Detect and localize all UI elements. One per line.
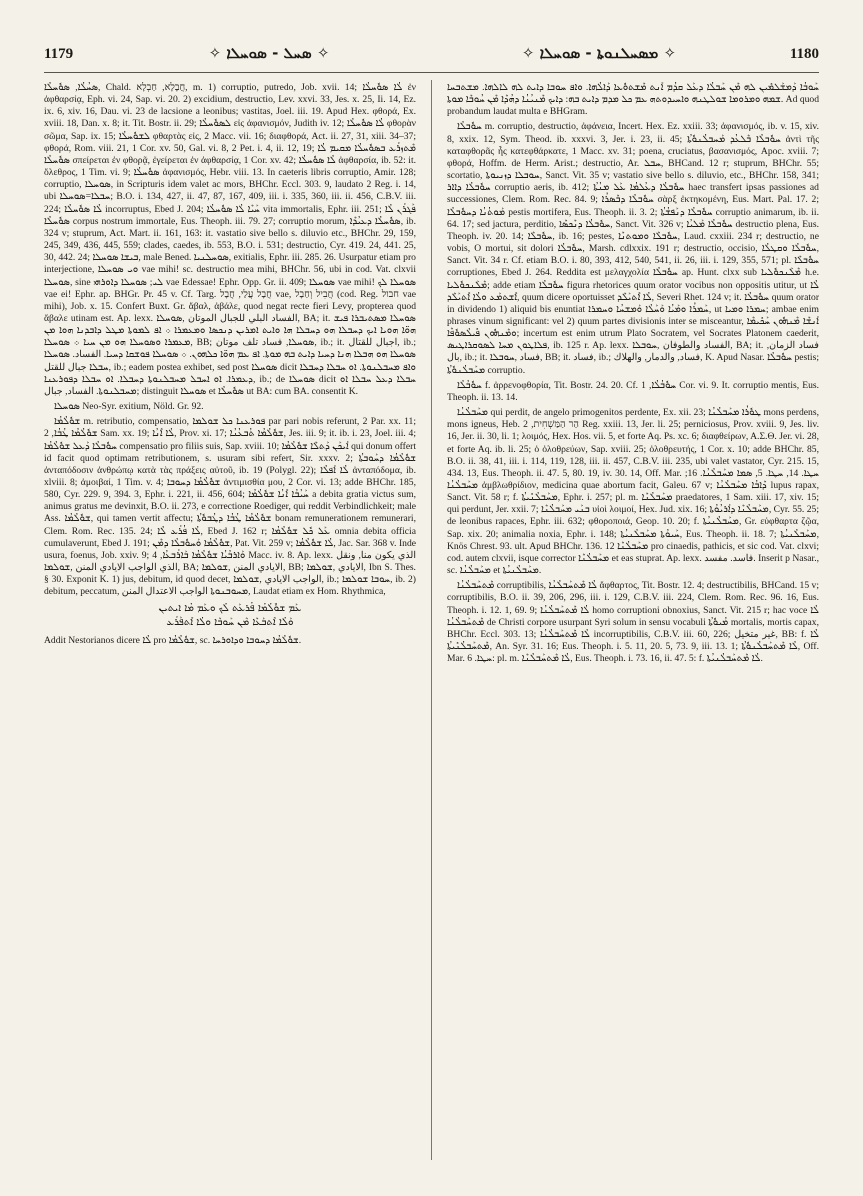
header-rule: [44, 72, 819, 73]
right-page-number: 1180: [789, 46, 819, 62]
left-column: [44, 82, 416, 1160]
entry-continuation: ܚܰܘܒܳܐ ܕܰܡܫܰܠܡܺܝܢ ܠܗ ܡܶܢ ܚܰܒܠܳܐ ܕܥܰܠ ܩܕܳܡ ܐܰܢܬ ܡܶܫܬܘܽܥܐ ܕܰܐܠܳܗܐ. ܘܐܦ ܚܘܒܐ ܕܐܝܬ ܠܗ ܠܐܠܗܐ. ܡܫܬܒܚܐ ܫܡܗ ܘܡܪܘܡܐ ܫܘܠܛܢܗ ܘܐܚܝܕܘܬܗ ܥܡ ܟܠ ܡܕܡ ܕܐܝܬ ܒܗ: ܕܐܝܟ ܡܶܢܝܳܢܳܐ ܕܗܳܕܶܐ ܡܶܢ ܚܳܘܒܶܐ ܡܘܬܐ. Ad quod probandum laudat multa e BHGram.: [447, 82, 819, 118]
poem-line: ܥܰܡ ܫܘܽܠܳܡܳܐ ܦܳܪܥܰܬ ܠܳܟ ܘܥܰܡ ܡܳܐ ܐܝܬܝܢ: [158, 602, 302, 614]
entry-nestorian-note: Addit Nestorianos dicere ܠܳܐ pro ܫܘܽܠܳܡܳܐ, sc. ܫܘܽܠܳܡܳܐ ܕܚܘܒܐ ܘܕܐܘܪܚܐ.: [44, 634, 302, 646]
column-divider: [431, 80, 432, 1160]
poem-line: ܘܰܠܳܐ ܐܶܬܒܰܥܶܐ ܡܶܢ ܚܰܘܒܶܐ ܘܠܳܐ ܐܶܬܦܰܪܰܥ: [166, 616, 294, 628]
left-running-head: ✧ ܣܚܠ - ܣܘܚܠܐ ✧: [208, 44, 330, 62]
right-column: [447, 82, 819, 1160]
right-running-head: ✧ ܡܣܚܠܢܘܬܐ - ܣܘܚܠܐ ✧: [521, 44, 677, 62]
entry-chubla: ܚܘܽܒܠܳܐ m. corruptio, destructio, ἀφάνεια, Incert. Hex. Ez. xxiii. 33; ἀφανισμός, ib. v. 15, xiv. 8, xxix. 12, Sym. Theod. ib. xxxvi. 3, Jer. i. 23, ii. 45; ܚܘܽܒܠܳܐ ܒܶܠܥܳܕ ܡܰܚܒܠܳܢܘܽܬܳܐ ἀντὶ τῆς καταφθορᾶς ἧς κατεφθάρκατε, 1 Macc. xv. 31; poena, cruciatus, βασανισμός, Apoc. xviii. 7; φθορά, Hoffm. de Herm. Arist.; destructio, Ar. ܚܒܠ, BHCand. 12 r; stuprum, BHChr. 55; scortatio, ܚܘܒܠܐ ܕܙܢܝܘܬܐ, Sanct. Vit. 35 v; vastatio sive bello s. diluvio, etc., BHChr. 158, 341; ܚܘܽܒܠܳܐ ܕܐܐܪ corruptio aeris, ib. 412; ܚܘܽܒܠܳܐ ܕܥܳܠܡܳܐ ܥܰܠ ܡܢܳܬܳܐ haec transfert ipsas passiones ad successiones, Clem. Rom. Rec. 84. 9; ܚܘܽܒܠܳܐ ܕܒܶܣܪܳܐ σὰρξ ἐκτηκομένη, Eus. Mart. Pal. 17. 2; ܡܰܘܬܳܢܳܐ ܕܚܘܽܒܠܳܐ pestis mortifera, Eus. Theoph. ii. 3. 2; ܚܘܽܒܠܳܐ ܕܢܰܦܫܳܬܳܐ corruptio animarum, ib. ii. 64. 17; sed jactura, perditio, ܚܘܽܒܠܳܐ ܕܢܶܟܣܶܐ, Sanct. Vit. 326 v; ܚܘܽܒܠܳܐ ܡܰܠܝܳܐ destructio plena, Eus. Theoph. iv. 20. 14; ܚܘܽܒܠܶܐ, ib. 16; pestes, ܚܘܽܒܠܶܐ ܘܡܘܬܢܶܐ, Laud. cxxiii. 234 r; destructio, ne vobis, O mortui, sit dolori ܚܘܽܒܠܳܐ, Marsh. cdlxxix. 191 r; destructio, occisio, ܚܘܽܒܠܳܐ ܘܩܛܠܳܐ, Sanct. Vit. 34 r. Cf. etiam B.O. i. 80, 393, 412, 540, 541, ii. 26, iii. i. 129, 355, 571; pl. ܚܘܽܒܠܶܐ corruptiones, Ebed J. 264. Reddita est μελαγχολία ܚܘܽܒܠܳܐ ap. Hunt. clxx sub ܡܶܠܰܢܟܘܽܠܝܐ h.e. ܡܶܠܰܢܟܘܽܠܝܐ; adde etiam ܚܘܽܒܠܳܐ figura rhetorices quum orator vocibus non oppositis utitur, ut ܠܳܐ ܐܶܫܬܡܰܥ ܘܠܳܐ ܐܶܬܝܰܠܶܕ, quum dicere oportuisset ܠܳܐ ܐܶܬܝܰܠܶܕ, Severi Rhet. 124 v; it. ܚܘܽܒܠܳܐ quum orator in dividendo 1) aliquid bis enuntiat ܚܰܡܪܳܐ ܘܡܰܝܳܐ ܘܰܚܰܠܳܐ ܘܰܡܫܚܳܐ ܘܚܡܪܐ, ut ܚܡܪܐ ܘܡܝܐ; ambae enim phrases vinum significant: vel 2) quum partes divisionis inter se misceantur, ܐܰܢܫܶܐ ܡܶܢܗܽܘܢ ܚܰܟܺܝܡܶܐ ܘܡܶܢܗܽܘܢ ܦܺܝܠܳܣܘܽܦܶܐ; incertum est enim utrum Plato Socratem, vel Socrates Platonem caederit, ܦܠܐܛܘܢ ܡܚܐ ܠܣܘܩܪܐܛܝܣ, ib. 125 r. Ap. lexx. الفساد والطوفان ,ܚܘܒܠܐ, BA; it. فساد الزمان, بال, ib.; it. فساد ,ܚܘܒܠܐ, BB; it. فساد, ib.; فساد, والدمار, والهلاك, K. Apud Nasar. ܚܘܽܒܠܳܐ pestis; ܡܚܰܒܠܳܢܘܽܬܳܐ corruptio.: [447, 121, 819, 376]
entry-suchala-neosyr: ܣܘܚܠܐ Neo-Syr. exitium, Nöld. Gr. 92.: [54, 401, 204, 413]
left-page-number: 1179: [44, 46, 74, 62]
page-header: [44, 40, 819, 66]
entry-shulama: ܫܘܽܠܳܡܳܐ m. retributio, compensatio, ܦܘܪܥܢܐ ܟܠ ܫܘܠܡܐ par pari nobis referunt, 2 Par. xx. 11; ܫܘܽܠܳܡܳܐ ܛܳܒܳܐ, 2 Sam. xx. 19; ܠܳܐ ܐܶܢܳܐ, Prov. xi. 17; ܫܘܽܠܳܡܳܐ ܬܳܒܥܳܢܳܐ, Jes. iii. 9; it. ib. i. 23, Joel. iii. 4; ܚܘܽܒܠܳܐ ܕܰܥܠ ܫܘܽܠܳܡܳܐ compensatio pro filiis suis, Sap. xviii. 10; ܐܰܝܟܰܢ ܕܰܬܠܶܐ ܫܘܽܠܳܡܳܐ qui donum offert id facit quod optimam retributionem, s. usuram sibi refert, Sir. xxxv. 2; ܫܘܽܠܳܡܳܐ ܕܚܰܘܒܬܳܐ ἀνταπόδοσιν ἀνθρώπῳ κατὰ τὰς πράξεις αὐτοῦ, ib. 19 (Polygl. 22); ܠܳܐ ܐܰܦܠܳܐ ἀνταπόδομα, ib. xlviii. 8; ἀμοιβαί, 1 Tim. v. 4; ܫܘܽܠܳܡܳܐ ܕܚܘܒܐ ἀντιμισθία μου, 2 Cor. vi. 13; adde BHChr. 185, 580, Cyr. 229. 9, 394. 3, Ephr. i. 221, ii. 456, 604; ܚܰܝܳܒܳܐ ܐܶܢܳܐ ܫܘܽܠܳܡܳܐ a debita gratia victus sum, animus gratus me devinxit, B.O. ii. 273, e correctione Roediger, qui reddit Verbindlichkeit; male Ass. ܫܘܽܠܳܡܳܐ, qui tamen vertit affectu; ܫܘܽܠܳܡܳܐ ܛܳܒܳܐ ܕܛܳܒܘܽܬܳܐ bonam remunerationem remunerari, Clem. Rom. Rec. 135. 24; ܠܳܐ ܦܳܪܰܥ ܠܳܐ, Ebed J. 162 r; ܥܰܠ ܟܽܠ ܫܘܽܠܳܡܳܐ omnia debita officia cumulaverunt, Ebed J. 191; ܫܘܽܠܳܡܳܐ ܘܰܚܘܽܒܠܳܐ ܕܡܶܢ, Pat. Vit. 259 v; ܠܳܐ ܫܘܽܠܳܡܳܐ, Jac. Sar. 368 v. Inde usura, foenus, Job. xxiv. 9; ܘܰܐܪܒܳܝܳܐ ܫܘܽܠܳܡܳܐ ܒܰܐܪܰܒܥܳܐ, 4 Macc. iv. 8. Ap. lexx. الذي يكون منا, ونقل الذي الواجب الايادي المنن ,ܫܘܠܡܐ, BA; الايادي المنن ,ܫܘܠܡܐ, BB; الايادي ,ܫܘܠܡܐ, Ibn S. Thes. § 30. Exponit K. 1) jus, debitum, id quod decet, الواجب الايادي ,ܫܘܠܡܐ, ib.; ܚܘܒܐ ܫܘܠܡܐ, ib. 2) debitum, peccatum, ܡܚܘܒܢܘܬܐ الواجب الاعتدال المنن, Laudat etiam ex Hom. Rhythmica,: [44, 416, 416, 598]
entry-mchablana: ܡܚܰܒܠܳܢܳܐ qui perdit, de angelo primogenitos perdente, Ex. xii. 23; ܛܘܽܪܳܐ ܡܚܰܒܠܳܢܳܐ mons perdens, mons igneus, Heb. הַר הַמַּשְׁחִית, 2 Reg. xxiii. 13, Jer. li. 25; perniciosus, Prov. xviii. 9, Jes. liv. 16, Jer. ii. 30, li. 1; λοιμός, Hex. Hos. vii. 5, et forte Aq. Ps. xc. 6; διαφθείρων, Α.Σ.Θ. Jer. vi. 28, et forte Aq. ib. li. 25; ὁ ὀλοθρεύων, Sap. xviii. 25; ὀλοθρευτής, 1 Cor. x. 10; adde BHChr. 85, B.O. ii. 38, 41, iii. i. 114, 119, 128, iii. ii. 457, C.B.V. iii. 235, ubi valet vastator, Cyr. 215. 15, 434. 13, Eus. Theoph. ii. 47. 5, 80. 19, iv. 30. 14, Off. Mar. ܚܛܐ. 14, ܚܛܐ. 5, ܣܡܐ ܡܚܰܒܠܳܢܳܐ. 16; ܡܚܰܒܠܳܢܳܐ ἀμβλωθρίδιον, medicina quae abortum facit, Galeu. 67 v; ܕܶܐܒܳܐ ܡܚܰܒܠܳܢܳܐ lupus rapax, Sanct. Vit. 58 r; f. ܡܚܰܒܠܳܢܺܝܬܳܐ, Ephr. i. 257; pl. m. ܡܚܰܒܠܳܢܶܐ praedatores, 1 Sam. xiii. 17, xiv. 15; qui perdunt, Jer. xxii. 7; ܒܢܰܝ ܡܚܰܒܠܳܢܶܐ υἱοὶ λοιμοί, Hex. Jud. xix. 16; ܡܚܰܒܠܳܢܶܐ ܕܐܰܪܝܳܘܳܬܐ, Cyr. 55. 25; de leonibus rapaces, Ephr. iii. 632; φθοροποιά, Geop. 10. 20; f. ܡܚܰܒܠܳܢܝܳܬܐ, Gr. εὐφθαρτα ζῷα, Sap. xix. 20; animalia noxia, Ephr. i. 148; ܚܰܝܘܳܬܐ ܡܚܰܒܠܳܢܝܳܬܐ, Eus. Theoph. ii. 18. 7; ܡܚܰܒܠܳܢܝܳܬܐ, Knös Chrest. 93. ult. Apud BHChr. 136. 12 ܡܚܰܒܠܳܢܶܐ pro cinaedis, pathicis, et sic cod. Vat. clxvi; cod. autem clxvii, isque corrector ܡܚܰܒܠܳܢܶܐ et eas stuprat. Ap. lexx. فاسد. مفسد. Inserit p Nasar., sc. ܡܚܰܒܠܳܢܳܐ et ܡܚܰܒܠܳܢܝܳܬܐ.: [447, 407, 819, 577]
entry-chubala: ܚܘܽܒܳܠܳܐ f. ἀρρενοφθορία, Tit. Bostr. 24. 20. Cf. ܚܘܽܒܳܠܳܐ, 1 Cor. vi. 9. It. corruptio mentis, Eus. Theoph. ii. 13. 14.: [447, 379, 819, 403]
rhythmic-quote: [44, 603, 416, 629]
entry-suchala: ܣܚܳܠܳܐ, ܣܘܽܚܠܳܐ, Chald. חֲבָלָא, חַבְלָא, m. 1) corruptio, putredo, Job. xvii. 14; ܠܳܐ ܣܘܽܚܠܳܐ ἐν ἀφθαρσίᾳ, Eph. vi. 24, Sap. vi. 20. 2) excidium, destructio, Lev. xxvi. 33, Jes. x. 25, Ii. 14, Ez. ix. 6, xiv. 16, Dau. vi. 23 de lacsione a leonibus; vastitas, Joel. iii. 19. Apud Hex. φθορά, Ex. xviii. 18, Dan. x. 8; it. Tit. Bostr. ii. 29; ܠܣܘܽܚܠܳܐ εἰς ἀφανισμόν, Judith iv. 12; ܠܳܐ ܣܘܽܚܠܳܐ φθορὰν σῶμα, Sap. ix. 15; ܠܫܘܽܚܠܳܐ φθαρτὰς εἰς, 2 Macc. vii. 16; διαφθορά, Act. ii. 27, 31, xiii. 34–37; φθορά, Rom. viii. 21, 1 Cor. xv. 50, Gal. vi. 8, 2 Pet. i. 4, ii. 12, 19; ܡܶܬܙܪܰܥ ܒܣܘܽܚܠܳܐ ܡܩܝܡ ܠܳܐ ܣܘܽܚܠܳܐ σπείρεται ἐν φθορᾷ, ἐγείρεται ἐν ἀφθαρσίᾳ, 1 Cor. xv. 42; ܠܳܐ ܣܘܽܚܠܳܐ ἀφθαρσία, ib. 52: it. ὄλεθρος, 1 Tim. vi. 9; ܣܘܽܚܠܳܐ ἀφανισμός, Hebr. viii. 13. In caeteris libris corruptio, Amir. 128; corruptio, ܣܘܚܠܐ, in Scripturis idem valet ac mors, BHChr. Eccl. 303. 9, laudato 2 Reg. i. 14, ubi ܚܒܠܐ=ܣܘܚܠܐ; B.O. i. 134, 427, ii. 47, 87, 167, 409, iii. i. 335, 360, iii. ii. 456, C.B.V. iii. 224; ܠܳܐ ܣܘܽܚܠܳܐ incorruptus, Ebed J. 204; ܚܰܝܶܐ ܠܳܐ ܣܘܽܚܠܳܐ vita immortalis, Ephr. iii. 251; ܦܰܓܪܰܢ ܠܳܐ ܣܘܽܚܠܳܐ corpus nostrum immortale, Eus. Theoph. iii. 79. 27; corruptio morum, ܣܘܽܚܠܳܐ ܕܥܝܳܕܶܐ, ib. 324 v; stuprum, Act. Mart. ii. 161, 163: it. vastatio sive bello s. diluvio etc., BHChr. 29, 159, 245, 349, 436, 445, 559; clades, caedes, ib. 553, B.O. i. 531; destructio, Cyr. 419. 24, 441. 25, 30, 442. 24; ܒܝܫܐ ܣܘܚܠܐ, male Bened. ܣܘܚܠܢܝܐ, exitialis, Ephr. iii. 285. 26. Usurpatur etiam pro interjectione, ܘܝ ܣܘܚܠܐ vae mihi! sc. destructio mea mihi, BHChr. 56, ubi in cod. Vat. clxvii ܣܘܚܠܐ, sine ܠܝ; ܣܘܚܠܐ ܕܐܘܪܗܝ vae Edessae! Ephr. Opp. Gr. ii. 409; ܣܘܚܠܐ vae mihi! ܣܘܚܠܐ ܠܟ vae ei! Ephr. ap. BHGr. Pr. 45 v. Cf. Targ. חֲבָל עֲלַי, חֲבָל vae, חֲבִיל וְחַבָל (cod. Reg. חבול vae mihi), Job. x. 15. Confert Buxt. Gr. ἄβαλ, ἀβάλε, quod negat recte fieri Levy, propterea quod ἄβαλε utinam est. Ap. lexx. الفساد البلي للجبال الموتان ,ܣܘܚܠܐ, BA; it. ܣܘܚܠܐ ܡܣܬܝܒܪܐ ܦܝܫ ܗܘ̈ܐ ܗܘܝܐ ܐܝܟ ܕܚܒܠܐ ܗܘ ܕܚܒܠܐ ܗܐ ܘܐܝܬ ܐܡܪܝܢ ܕܢܟܣܐ ܘܡܥܡܪܐ ܀ ܐܦ ܠܡܘܬܐ ܡܛܠ ܕܐܒܕܢܐ ܗܘܐ ܡܢ ܡܥܡܪܐ ܘܣܘܚܠܐ ܗܘ ܡܢ ܚܝܐ ܀ ܣܘܚܠܐ, BB; ܣܘܚܠܐ, فساد تلف موتان, ib.; it. اجبال للقتال, ib.; ܣܘܚܠܐ ܗܘ ܗܒܠܐ ܗܢܐ ܕܚܝܐ ܕܐܝܬ ܒܗ ܡܘܬܐ. ܐܦ ܥܡ ܗܘ̈ܐ ܟܠܗܘܢ. ܀ ܣܘܚܠܐ ܦܘܫܩܐ ܕܚܝܐ. الفساد. ܣܘܚܠܐ ܚܒܠܐ جبال للقتل, ib.; eadem postea exhibet, sed post ܣܘܚܠܐ dicit ܘܐܦ ܡܚܒܠܢܘܬܐ. ܐܘ ܚܒܠܐ ܕܚܒܠܐ ܕܥܡܪܐ. ܐܘ ܐܚܒܠ ܡܚܒܠܢܘܬܐ ܕܚܒܠܐ. ܐܘ ܚܒܠܐ ܕܦܘܪܥܢܐ, ib.; de ܣܘܚܠܐ dicit ܚܒܠܐ ܕܥܠ ܚܒܠܐ ܐܘ ܡܚܒܠܢܘܬܐ. الفساد, جبال; distinguit ܣܘܚܠܐ et ܣܘܽܚܠܳܐ ut BA: cum BA. consentit K.: [44, 82, 416, 397]
dictionary-page: [44, 40, 819, 1160]
entry-metchablana: ܡܶܬܚܰܒܠܳܢܳܐ corruptibilis, ܠܳܐ ܡܶܬܚܰܒܠܳܢܳܐ ἄφθαρτος, Tit. Bostr. 12. 4; destructibilis, BHCand. 15 v; corruptibilis, B.O. ii. 39, 206, 296, iii. i. 129, C.B.V. iii. 224, Clem. Rom. Rec. 96. 16, Eus. Theoph. i. 12. 1, 69. 9; ܠܳܐ ܡܶܬܚܰܒܠܳܢܳܐ homo corruptioni obnoxius, Sanct. Vit. 215 r; hac voce ܠܳܐ ܡܶܬܚܰܒܠܳܢܳܐ de Christi corpore usurpant Syri solum in sensu vocabuli ܡܳܝܘܽܬܳܐ mortalis, mortis capax, BHChr. Eccl. 303. 13; ܠܳܐ ܡܶܬܚܰܒܠܳܢܳܐ incorruptibilis, C.B.V. iii. 60, 226; غير متخيل, BB: f. ܠܳܐ ܡܶܬܚܰܒܠܳܢܺܝܬܳܐ, An. Syr. 31. 16; Eus. Theoph. i. 5. 11, 20. 5, 73. 9, iii. 13. 1; ܠܳܐ ܡܶܬܚܰܒܠܳܢܘܽܬܳܐ, Off. Mar. ܚܛܐ. 6: pl. m. ܠܳܐ ܡܶܬܚܰܒܠܳܢܶܐ, Eus. Theoph. i. 73. 16, ii. 47. 5: f. ܠܳܐ ܡܶܬܚܰܒܠܳܢܝܳܬܐ.: [447, 580, 819, 665]
